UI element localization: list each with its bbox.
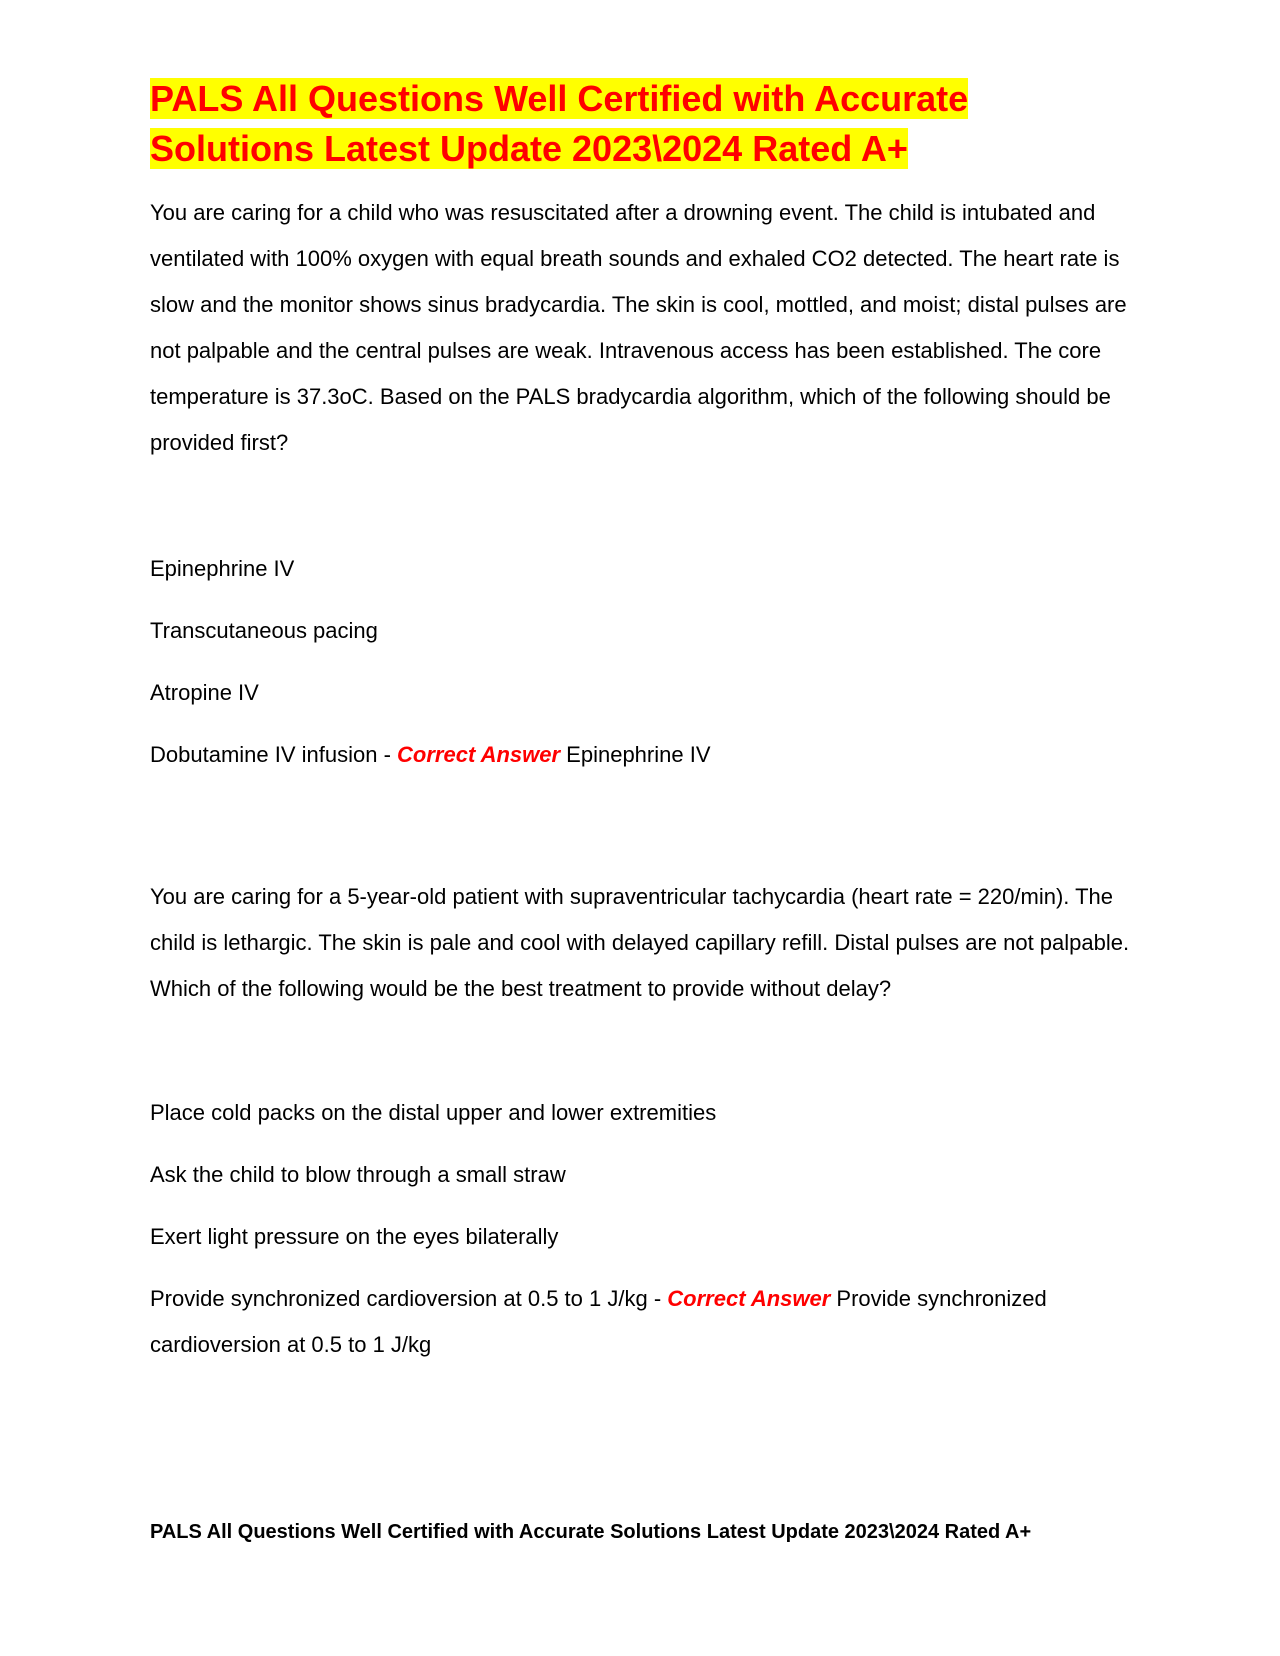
document-body (150, 74, 1140, 1384)
question-2-answer: Provide synchronized cardioversion at 0.5 to 1 J/kg (150, 1286, 1047, 1357)
question-1-option-1: Epinephrine IV (150, 556, 295, 581)
question-1-option-3: Atropine IV (150, 680, 259, 705)
question-2-answer-label: Correct Answer (667, 1286, 831, 1311)
question-2-text: You are caring for a 5-year-old patient with supraventricular tachycardia (heart rate = 220/min). The child is lethargic. The skin is pale and cool with delayed capillary refill. Distal pulses are not palpable. Which of the following would be the best treatment to provide without delay? (150, 884, 1130, 1001)
question-1-option-2: Transcutaneous pacing (150, 618, 378, 643)
spacer (150, 466, 1140, 546)
spacer (150, 1012, 1140, 1090)
question-1-answer-label: Correct Answer (397, 742, 561, 767)
document-title-line-1: PALS All Questions Well Certified with Accurate (150, 78, 969, 119)
document-title (150, 74, 1140, 174)
question-2-option-1: Place cold packs on the distal upper and lower extremities (150, 1100, 717, 1125)
question-2-option-4-with-answer (150, 1276, 1140, 1368)
document-title-line-2: Solutions Latest Update 2023\2024 Rated A+ (150, 128, 908, 169)
question-1-option-4: Dobutamine IV infusion - (150, 742, 391, 767)
question-1-text: You are caring for a child who was resuscitated after a drowning event. The child is intubated and ventilated with 100% oxygen with equal breath sounds and exhaled CO2 detected. The heart rate is slow and the monitor shows sinus bradycardia. The skin is cool, mottled, and moist; distal pulses are not palpable and the central pulses are weak. Intravenous access has been established. The core temperature is 37.3oC. Based on the PALS bradycardia algorithm, which of the following should be provided first? (150, 200, 1127, 455)
question-1-answer: Epinephrine IV (566, 742, 711, 767)
spacer (150, 794, 1140, 874)
page-footer-title: PALS All Questions Well Certified with Accurate Solutions Latest Update 2023\2024 Rated A+ (150, 1521, 1032, 1543)
question-2-option-4: Provide synchronized cardioversion at 0.5 to 1 J/kg - (150, 1286, 662, 1311)
question-1-option-4-with-answer (150, 732, 1140, 778)
question-2-option-3: Exert light pressure on the eyes bilaterally (150, 1224, 559, 1249)
question-2-option-2: Ask the child to blow through a small straw (150, 1162, 566, 1187)
